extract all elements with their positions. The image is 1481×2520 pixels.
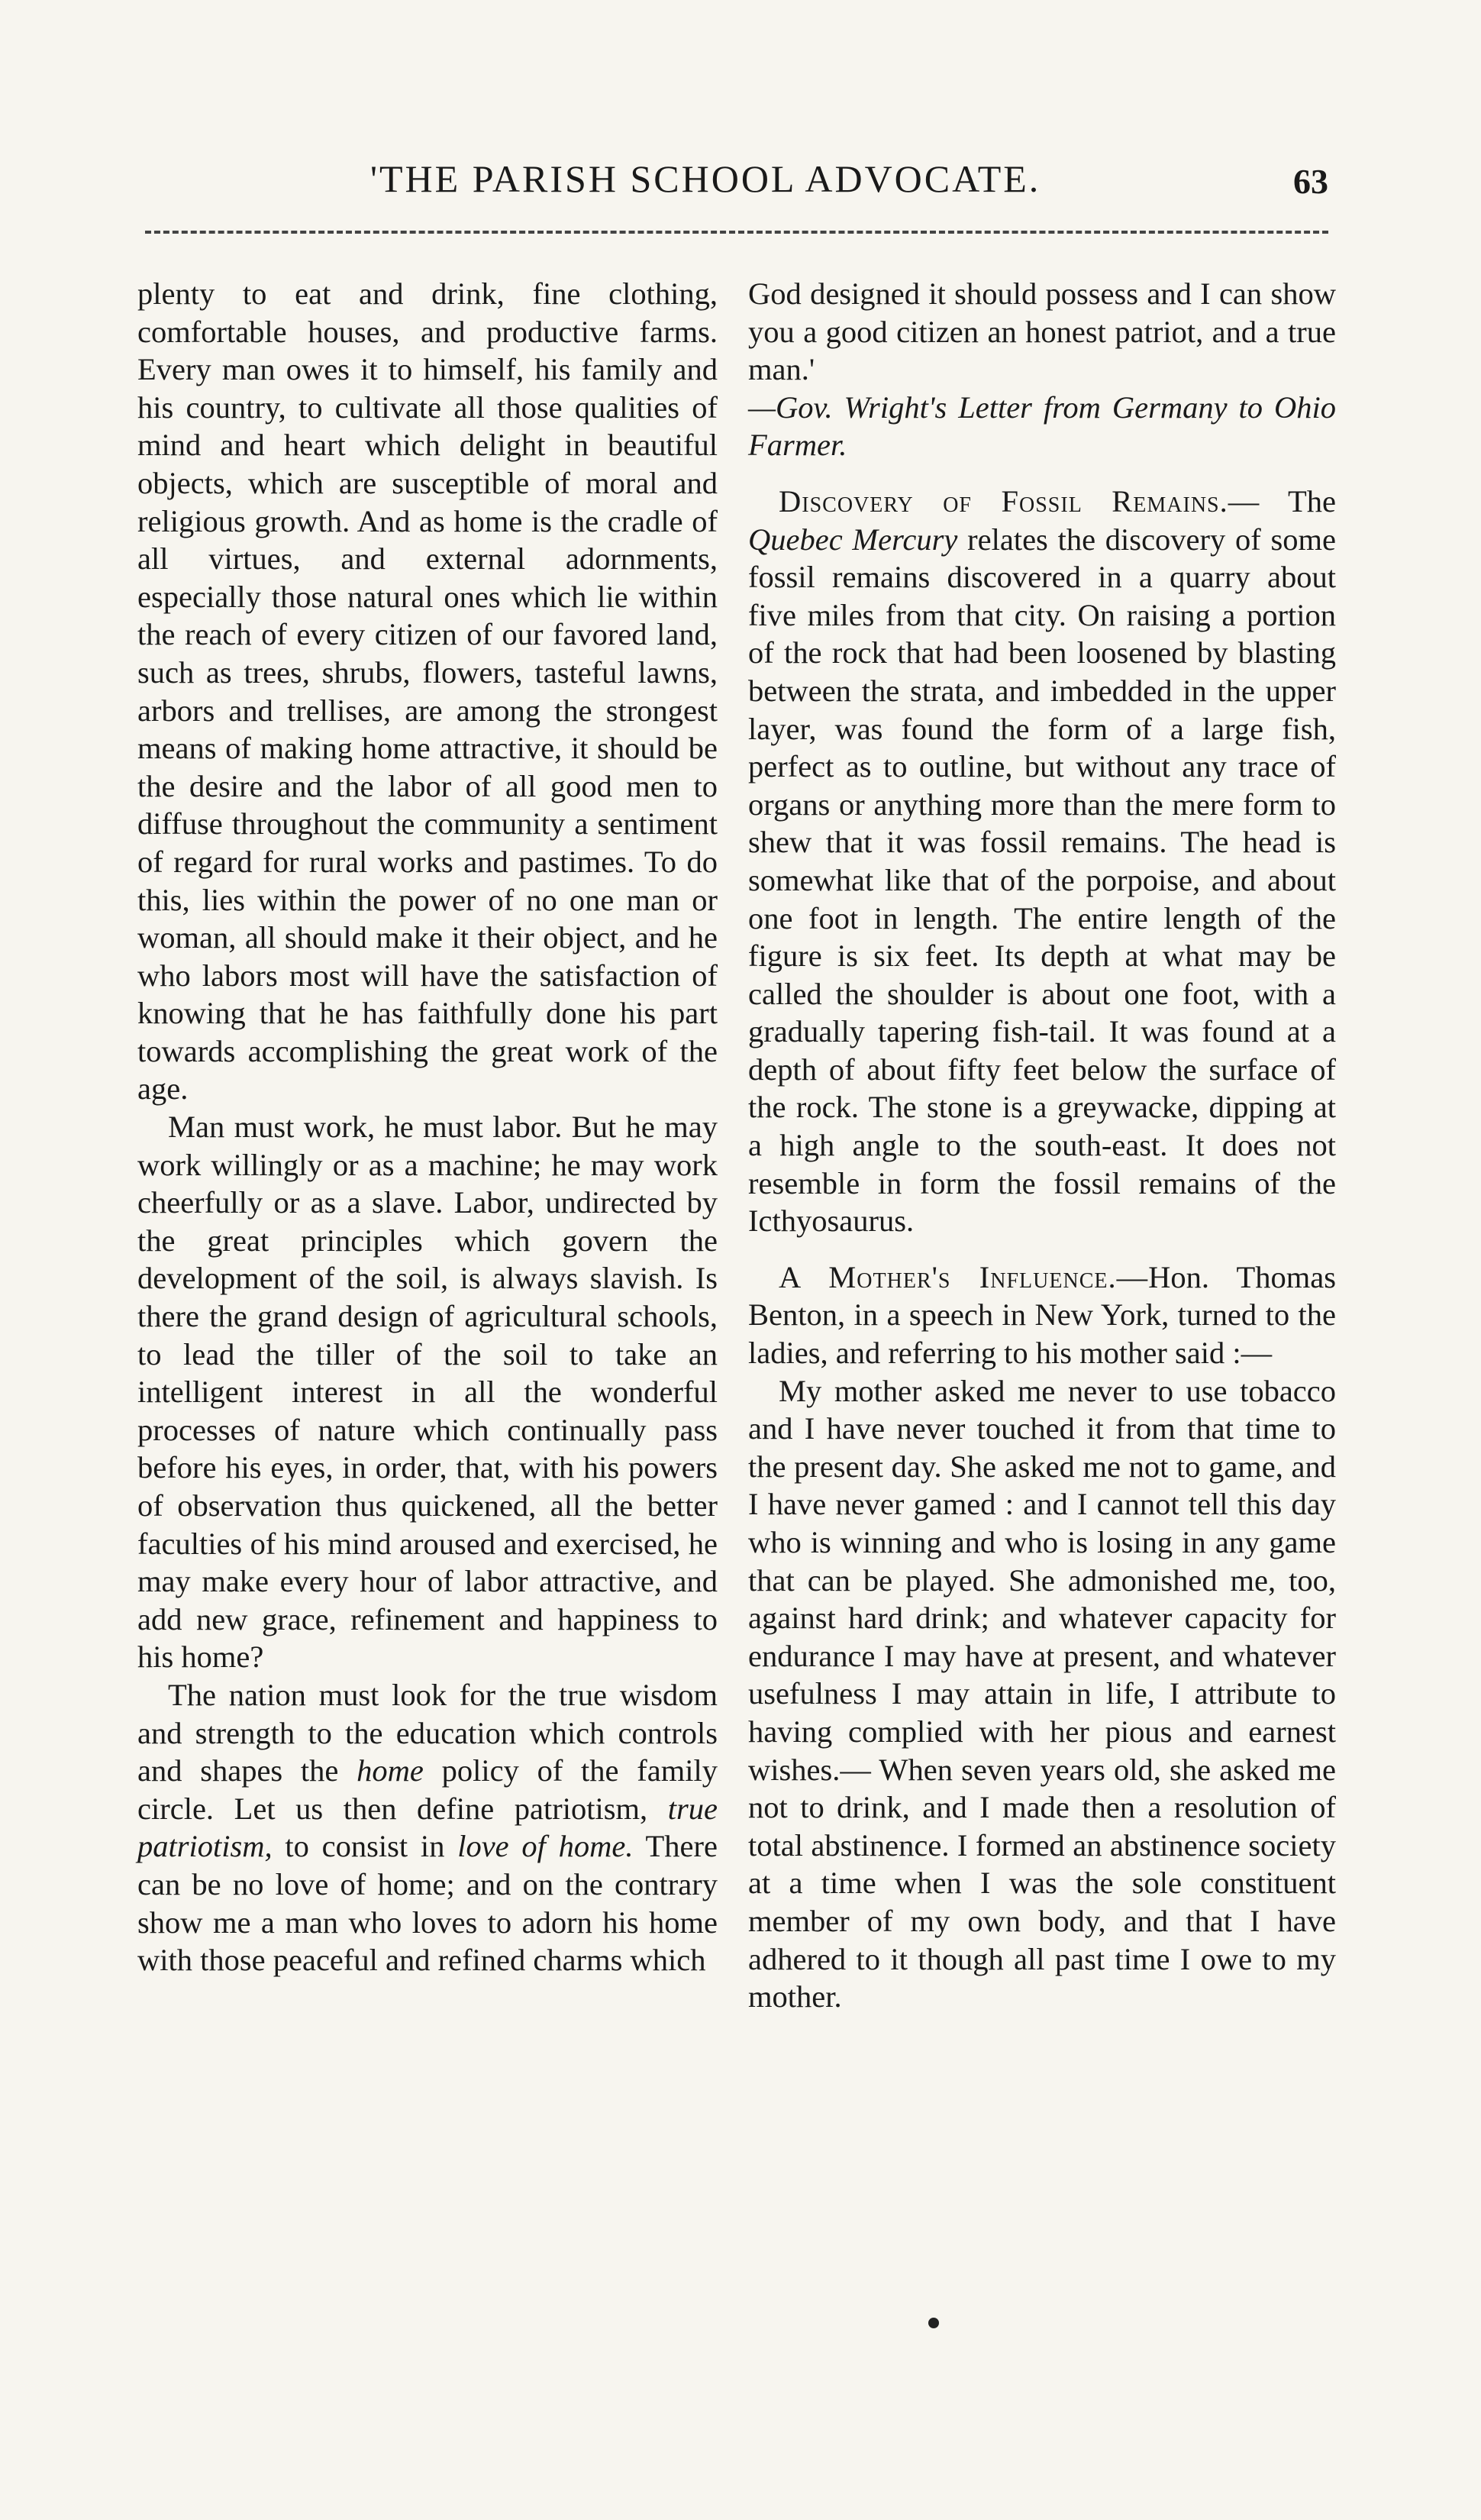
text-run: policy of the family circle. Let us then define patriotism,	[137, 1753, 718, 1826]
text-run: to consist in	[272, 1829, 458, 1864]
text-run: relates the discovery of some fossil remains discovered in a quarry about five miles from that city. On raising a portion of the rock that had been loosened by blasting between the strata, and imbedded in the upper layer, was found the form of a large fish, perfect as to outline, but without any trace of organs or anything more than the mere form to shew that it was fossil remains. The head is somewhat like that of the porpoise, and about one foot in length. The entire length of the figure is six feet. Its depth at what may be called the shoulder is about one foot, with a gradually tapering fish-tail. It was found at a depth of about fifty feet below the surface of the rock. The stone is a greywacke, dipping at a high angle to the south-east. It does not resemble in form the fossil remains of the Icthyosaurus.	[748, 522, 1336, 1239]
section-heading-mother: A Mother's Influence.—	[779, 1259, 1149, 1294]
page-header	[137, 157, 1328, 210]
italic-attribution: —Gov. Wright's Letter from Germany to Ohio Farmer.	[748, 389, 1336, 463]
paragraph-man-must-work: Man must work, he must labor. But he may work willingly or as a machine; he may work cheerfully or as a slave. Labor, undirected by the great principles which govern the development of the soil, is always slavish. Is there the grand design of agricultural schools, to lead the tiller of the soil to take an intelligent interest in all the wonderful processes of nature which continually pass before his eyes, in order, that, with his powers of observation thus quickened, all the better faculties of his mind aroused and exercised, he may make every hour of labor attractive, and add new grace, refinement and happiness to his home?	[137, 1110, 718, 1675]
text-run: The	[1288, 483, 1336, 519]
paragraph-mothers-influence	[748, 1258, 1336, 1372]
letter-attribution	[748, 389, 1336, 464]
paragraph-mother-quote: My mother asked me never to use tobacco and I have never touched it from that time to the present day. She asked me not to game, and I have never gamed : and I cannot tell this day who is winning and who is losing in any game that can be played. She admonished me, too, against hard drink; and whatever capacity for endurance I may have at present, and whatever usefulness I may attain in life, I attribute to having complied with her pious and earnest wishes.— When seven years old, she asked me not to drink, and I made then a resolution of total abstinence. I formed an abstinence society at a time when I was the sole constituent member of my own body, and that I have adhered to it though all past time I owe to my mother.	[748, 1373, 1336, 2014]
paragraph-true-man: God designed it should possess and I can show you a good citizen an honest patriot, and a true man.'	[748, 276, 1336, 387]
italic-home: home	[357, 1753, 424, 1788]
text-run: The nation must look for the true wisdom and strength to the education which controls and shapes the	[137, 1677, 718, 1788]
ornament-dot	[928, 2318, 939, 2328]
page-number: 63	[1293, 162, 1328, 201]
paragraph-patriotism	[137, 1676, 718, 1979]
header-rule	[145, 231, 1328, 234]
right-column	[748, 275, 1336, 2016]
text-run: There can be no love of home; and on the contrary show me a man who loves to adorn his home with those peaceful and refined charms which	[137, 1829, 718, 1978]
running-title: 'THE PARISH SCHOOL ADVOCATE.	[370, 157, 1041, 200]
italic-quebec-mercury: Quebec Mercury	[748, 522, 958, 557]
italic-love-of-home: love of home.	[457, 1829, 634, 1864]
text-run: Hon. Thomas Benton, in a speech in New York, turned to the ladies, and referring to his mother said :—	[748, 1259, 1336, 1371]
left-column	[137, 275, 718, 1979]
paragraph-rural-works: plenty to eat and drink, fine clothing, comfortable houses, and productive farms. Every man owes it to himself, his family and his country, to cultivate all those qualities of mind and heart which delight in beautiful objects, which are susceptible of moral and religious growth. And as home is the cradle of all virtues, and external adornments, especially those natural ones which lie within the reach of every citizen of our favored land, such as trees, shrubs, flowers, tasteful lawns, arbors and trellises, are among the strongest means of making home attractive, it should be the desire and the labor of all good men to diffuse throughout the community a sentiment of regard for rural works and pastimes. To do this, lies within the power of no one man or woman, all should make it their object, and he who labors most will have the satisfaction of knowing that he has faithfully done his part towards accomplishing the great work of the age.	[137, 276, 718, 1107]
italic-true-patriotism: true patriotism,	[137, 1791, 718, 1864]
section-heading-fossil: Discovery of Fossil Remains.—	[779, 483, 1260, 519]
paragraph-fossil-remains	[748, 483, 1336, 1240]
